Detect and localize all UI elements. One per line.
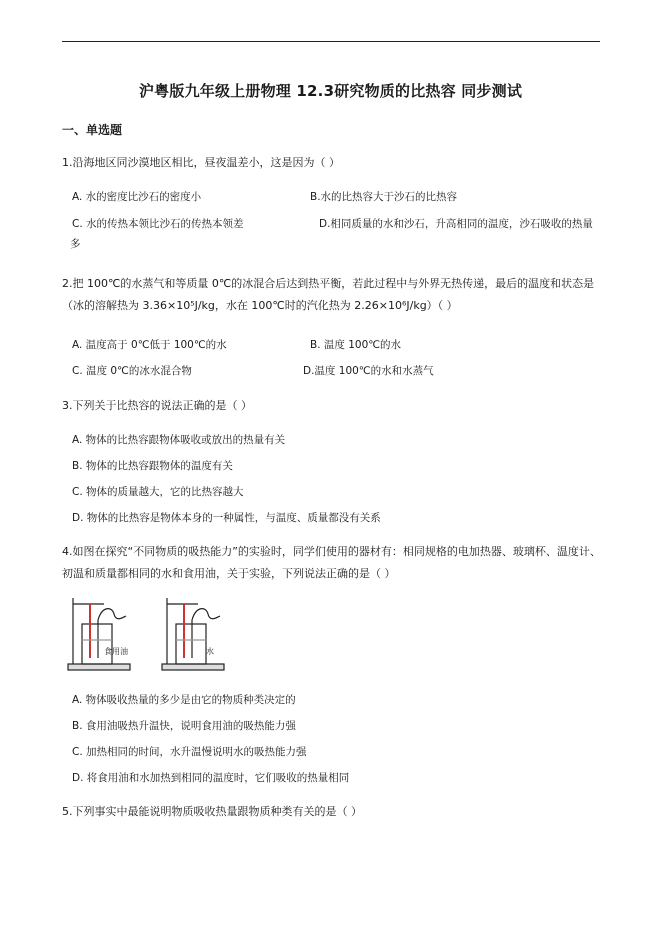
section-heading: 一、单选题 — [62, 123, 123, 137]
question-5-stem: 5.下列事实中最能说明物质吸收热量跟物质种类有关的是（ ） — [62, 805, 362, 818]
question-4-option-c: C. 加热相同的时间，水升温慢说明水的吸热能力强 — [72, 746, 307, 758]
question-1-stem: 1.沿海地区同沙漠地区相比，昼夜温差小，这是因为（ ） — [62, 156, 340, 169]
question-3-option-c: C. 物体的质量越大，它的比热容越大 — [72, 486, 244, 498]
question-2-option-b: B. 温度 100℃的水 — [310, 339, 402, 351]
label-water: 水 — [206, 647, 214, 656]
question-2-option-d: D.温度 100℃的水和水蒸气 — [303, 365, 434, 377]
question-3-option-a: A. 物体的比热容跟物体吸收或放出的热量有关 — [72, 434, 286, 446]
label-cooking-oil: 食用油 — [104, 647, 128, 656]
question-3-option-b: B. 物体的比热容跟物体的温度有关 — [72, 460, 233, 472]
question-1-option-a: A. 水的密度比沙石的密度小 — [72, 191, 202, 203]
question-1-option-c: C. 水的传热本领比沙石的传热本领差 — [72, 218, 244, 230]
question-2-option-c: C. 温度 0℃的冰水混合物 — [72, 365, 192, 377]
question-4-option-b: B. 食用油吸热升温快，说明食用油的吸热能力强 — [72, 720, 296, 732]
question-3-stem: 3.下列关于比热容的说法正确的是（ ） — [62, 399, 252, 412]
question-2-stem: 2.把 100℃的水蒸气和等质量 0℃的冰混合后达到热平衡，若此过程中与外界无热传递，最后的温度和状态是（冰的溶解热为 3.36×10⁵J/kg，水在 100℃时的汽化热为 2.26×10⁶J/kg）（ ） — [62, 277, 595, 312]
question-1-option-b: B.水的比热容大于沙石的比热容 — [310, 191, 458, 203]
header-rule — [62, 41, 600, 42]
question-4-stem: 4.如图在探究“不同物质的吸热能力”的实验时，同学们使用的器材有：相同规格的电加热器、玻璃杯、温度计、初温和质量都相同的水和食用油，关于实验，下列说法正确的是（ ） — [62, 545, 601, 580]
question-4-option-a: A. 物体吸收热量的多少是由它的物质种类决定的 — [72, 694, 296, 706]
question-4-option-d: D. 将食用油和水加热到相同的温度时，它们吸收的热量相同 — [72, 772, 350, 784]
heating-apparatus-figure — [64, 596, 234, 674]
question-3-option-d: D. 物体的比热容是物体本身的一种属性，与温度、质量都没有关系 — [72, 512, 381, 524]
question-1-option-d: D.相同质量的水和沙石，升高相同的温度，沙石吸收的热量多 — [70, 218, 593, 250]
question-2-option-a: A. 温度高于 0℃低于 100℃的水 — [72, 339, 227, 351]
page-title: 沪粤版九年级上册物理 12.3研究物质的比热容 同步测试 — [138, 82, 523, 100]
